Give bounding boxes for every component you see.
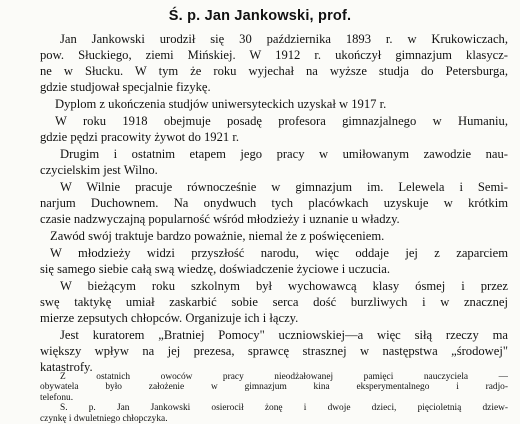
article-line: W roku 1918 obejmuje posadę profesora gimnazjalnego w Humaniu,	[55, 114, 508, 128]
article-line: narjum Duchownem. Na onydwuch tych placówkach uzyskuje w krótkim	[40, 196, 508, 210]
article-line: czycielskim jest Wilno.	[40, 163, 158, 177]
article-line: ne w Słucku. W tym że roku wyjechał na wyższe studja do Petersburga,	[40, 64, 508, 78]
article-line: Jest kuratorem „Bratniej Pomocy" uczniowskiej—a więc siłą rzeczy ma	[60, 328, 508, 342]
article-line: swę taktykę umiał zaskarbić sobie serca dość burzliwych i w znacznej	[40, 295, 508, 309]
article-line: Z ostatnich owoców pracy nieodżałowanej pamięci nauczyciela —	[60, 372, 508, 382]
article-line: obywatela było założenie w gimnazjum kina eksperymentalnego i radjo-	[40, 382, 508, 393]
article-title: Ś. p. Jan Jankowski, prof.	[168, 8, 352, 24]
article-line: pow. Słuckiego, ziemi Mińskiej. W 1912 r. ukończył gimnazjum klasycz-	[40, 48, 508, 62]
article-line: gdzie pędzi pracowity żywot do 1921 r.	[40, 130, 239, 144]
article-line: się samego siebie całą swą wiedzę, doświadczenie życiowe i uczucia.	[40, 262, 391, 276]
article-line: Drugim i ostatnim etapem jego pracy w umiłowanym zawodzie nau-	[60, 147, 508, 161]
article-line: telefonu.	[40, 392, 74, 403]
article-line: W Wilnie pracuje równocześnie w gimnazjum im. Lelewela i Semi-	[60, 180, 508, 194]
article-line: większy wpływ na jej prezesa, sprawcę strasznej w następstwa „środowej"	[40, 344, 508, 358]
article-line: mierze zepsutych chłopców. Organizuje ich i łączy.	[40, 311, 299, 325]
article-line: Zawód swój traktuje bardzo poważnie, niemal że z poświęceniem.	[50, 229, 385, 243]
article-line: gdzie studjował specjalnie fizykę.	[40, 80, 211, 94]
article-line: katastrofy.	[40, 360, 93, 374]
article-line: Dyplom z ukończenia studjów uniwersyteckich uzyskał w 1917 r.	[55, 97, 387, 111]
article-line: Jan Jankowski urodził się 30 października 1893 r. w Krukowiczach,	[60, 32, 508, 46]
article-line: Ś. p. Jan Jankowski osierocił żonę i dwoje dzieci, pięcioletnią dziew-	[60, 403, 508, 414]
article-line: W młodzieży widzi przyszłość narodu, więc oddaje jej z zaparciem	[50, 246, 508, 260]
article-line: czynkę i dwuletniego chłopczyka.	[40, 413, 168, 424]
article-line: W bieżącym roku szkolnym był wychowawcą klasy ósmej i przez	[60, 279, 508, 293]
article-line: czasie nadzwyczajną popularność wśród młodzieży i uznanie u władzy.	[40, 212, 400, 226]
